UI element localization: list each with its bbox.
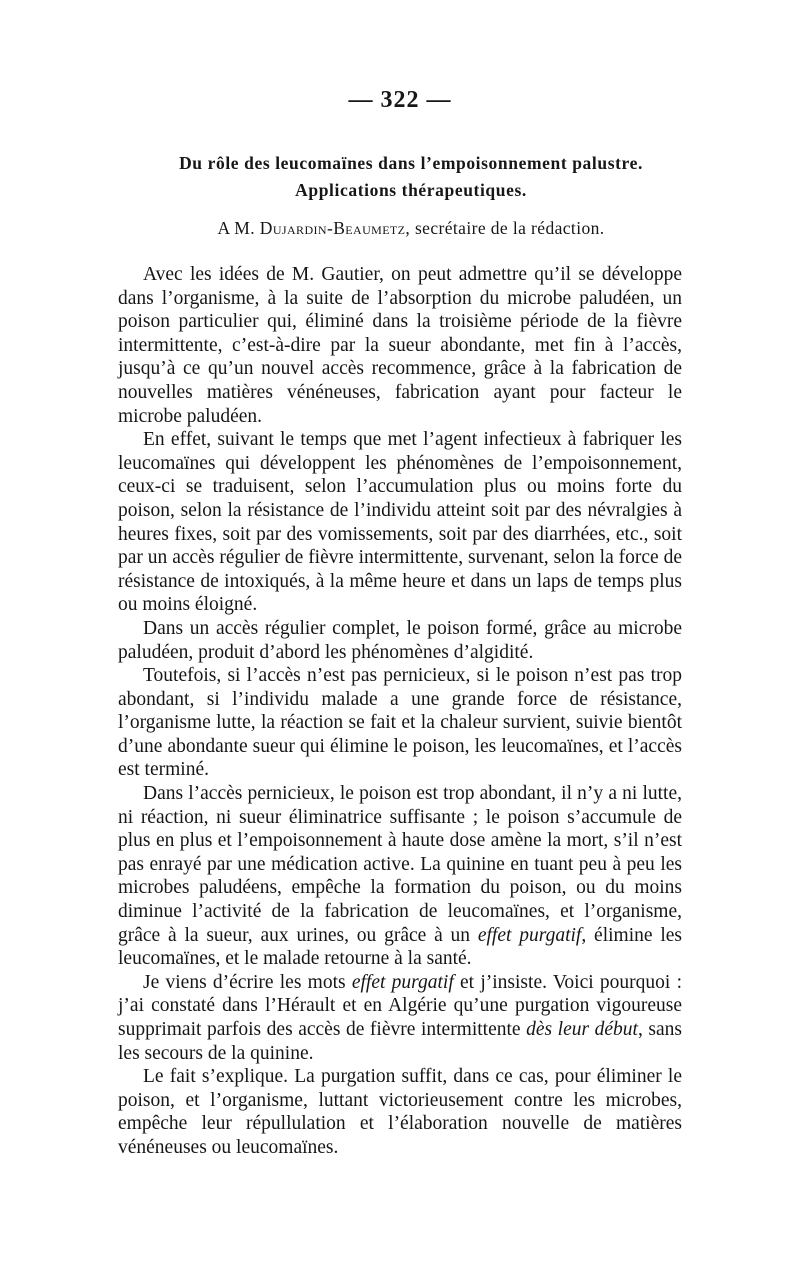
paragraph-5 (118, 782, 682, 971)
paragraph-3: Dans un accès régulier complet, le poison formé, grâce au microbe paludéen, produit d’abord les phénomènes d’algidité. (118, 617, 682, 663)
paragraph-6-emphasis-2: dès leur début (526, 1019, 638, 1040)
dedication-prefix: A M. (217, 218, 260, 238)
paragraph-5-text-a: Dans l’accès pernicieux, le poison est trop abondant, il n’y a ni lutte, ni réaction, ni sueur éliminatrice suffisante ; le poison s’accumule de plus en plus et l’empoisonnement à haute dose amène la mort, s’il n’est pas enrayé par une médication active. La quinine en tuant peu à peu les microbes paludéens, empêche la formation du poison, ou du moins diminue l’activité de la fabrication de leucomaïnes, et l’organisme, grâce à la sueur, aux urines, ou grâce à un (118, 783, 682, 946)
page-number: — 322 — (348, 87, 452, 113)
paragraph-2: En effet, suivant le temps que met l’agent infectieux à fabriquer les leucomaïnes qui développent les phénomènes de l’empoisonnement, ceux-ci se traduisent, selon l’accumulation plus ou moins forte du poison, selon la résistance de l’individu atteint soit par des névralgies à heures fixes, soit par des vomissements, soit par des diarrhées, etc., soit par un accès régulier de fièvre intermittente, survenant, selon la force de résistance de intoxiqués, à la même heure et dans un laps de temps plus ou moins éloigné. (118, 429, 682, 616)
paragraph-6-text-b: et j’insiste. Voici pourquoi : j’ai constaté dans l’Hérault et en Algérie qu’une purgation vigoureuse supprimait parfois des accès de fièvre intermittente (118, 971, 682, 1040)
article-body (118, 263, 682, 1160)
paragraph-5-emphasis: effet purgatif (477, 924, 582, 946)
dedication-suffix: , secrétaire de la rédaction. (405, 218, 605, 238)
title-line-1: Du rôle des leucomaïnes dans l’empoisonnement palustre. (179, 153, 643, 173)
paragraph-6 (118, 971, 682, 1065)
title-line-2: Applications thérapeutiques. (295, 180, 527, 200)
paragraph-7: Le fait s’explique. La purgation suffit, dans ce cas, pour éliminer le poison, et l’organisme, luttant victorieusement contre les microbes, empêche leur répullulation et l’élaboration nouvelle de matières vénéneuses ou leucomaïnes. (118, 1066, 682, 1158)
paragraph-4: Toutefois, si l’accès n’est pas pernicieux, si le poison n’est pas trop abondant, si l’individu malade a une grande force de résistance, l’organisme lutte, la réaction se fait et la chaleur survient, suivie bientôt d’une abondante sueur qui élimine le poison, les leucomaïnes, et l’accès est terminé. (118, 665, 682, 781)
paragraph-1: Avec les idées de M. Gautier, on peut admettre qu’il se développe dans l’organisme, à la suite de l’absorption du microbe paludéen, un poison particulier qui, éliminé dans la troisième période de la fièvre intermittente, c’est-à-dire par la sueur abondante, met fin à l’accès, jusqu’à ce qu’un nouvel accès recommence, grâce à la fabrication de nouvelles matières vénéneuses, fabrication ayant pour facteur le microbe paludéen. (118, 264, 682, 427)
paragraph-6-text-a: Je viens d’écrire les mots (143, 971, 352, 993)
dedication (118, 218, 704, 239)
paragraph-6-emphasis-1: effet purgatif (351, 971, 454, 993)
dedication-name: Dujardin-Beaumetz (259, 218, 406, 238)
paragraph-6-text-c: , sans les secours de la quinine. (118, 1019, 682, 1064)
article-title (118, 150, 704, 204)
paragraph-5-text-b: , élimine les leucomaïnes, et le malade retourne à la santé. (118, 924, 682, 970)
